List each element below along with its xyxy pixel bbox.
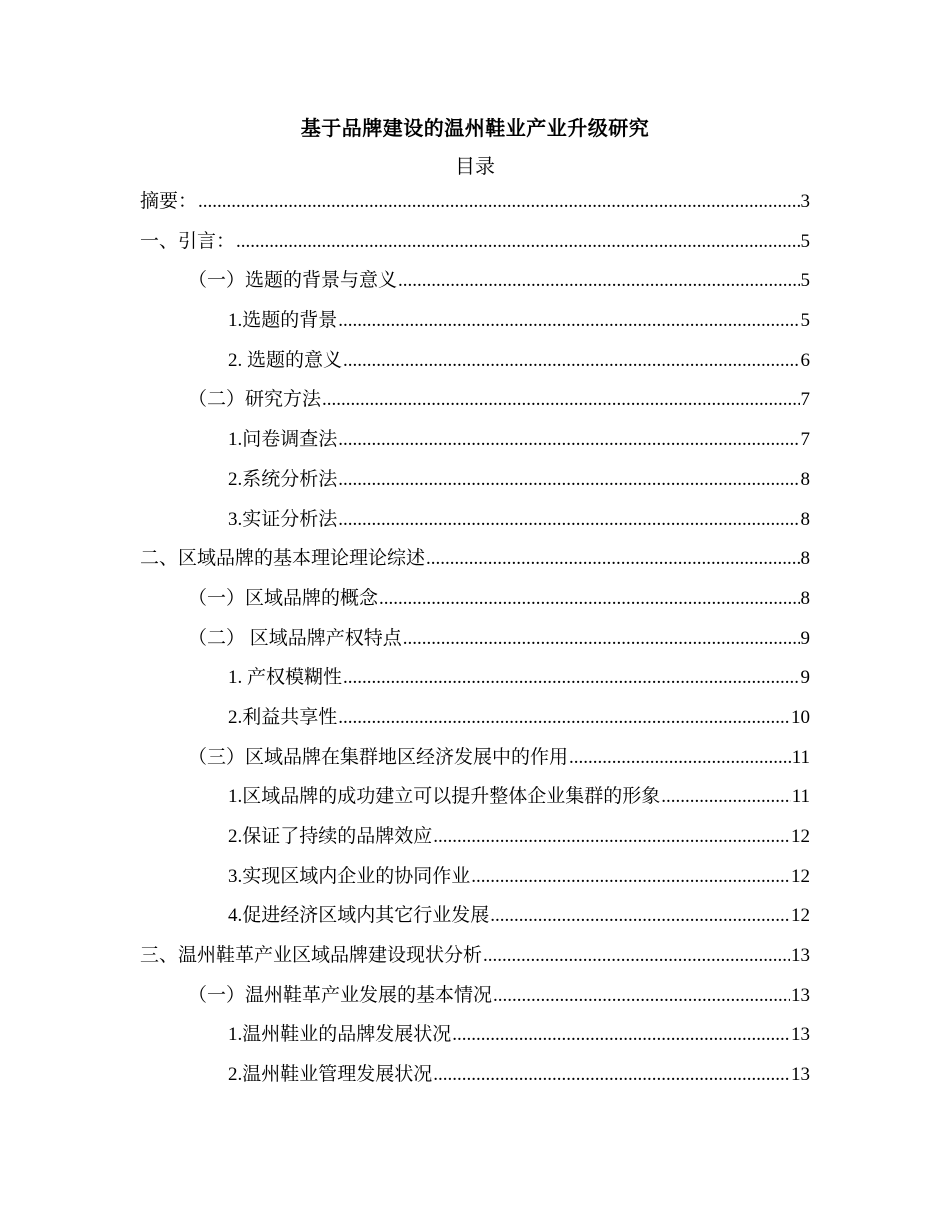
toc-entry[interactable] <box>140 182 810 222</box>
toc-entry[interactable] <box>140 857 810 897</box>
toc-entry[interactable] <box>140 698 810 738</box>
toc-page-number: 5 <box>800 310 810 332</box>
toc-dot-leader <box>338 420 799 460</box>
toc-entry-label: （二）研究方法 <box>188 389 322 411</box>
toc-dot-leader <box>661 777 790 817</box>
toc-dot-leader <box>483 936 790 976</box>
toc-dot-leader <box>433 817 790 857</box>
toc-page-number: 12 <box>791 905 810 927</box>
toc-entry[interactable] <box>140 460 810 500</box>
toc-dot-leader <box>322 380 799 420</box>
toc-entry[interactable] <box>140 619 810 659</box>
toc-page-number: 7 <box>800 389 810 411</box>
toc-page-number: 13 <box>791 1024 810 1046</box>
toc-entry[interactable] <box>140 658 810 698</box>
toc-page-number: 7 <box>800 429 810 451</box>
toc-entry-label: 3.实现区域内企业的协同作业 <box>228 865 471 887</box>
toc-entry-label: 4.促进经济区域内其它行业发展 <box>228 905 490 927</box>
toc-entry[interactable] <box>140 896 810 936</box>
toc-entry[interactable] <box>140 420 810 460</box>
toc-entry-label: 2.温州鞋业管理发展状况 <box>228 1064 433 1086</box>
table-of-contents <box>140 182 810 1095</box>
toc-page-number: 13 <box>791 1064 810 1086</box>
toc-dot-leader <box>403 619 800 659</box>
toc-page-number: 8 <box>800 508 810 530</box>
toc-dot-leader <box>452 1015 790 1055</box>
toc-dot-leader <box>338 301 799 341</box>
toc-entry-label: （三）区域品牌在集群地区经济发展中的作用 <box>188 746 569 768</box>
toc-entry[interactable] <box>140 301 810 341</box>
toc-entry[interactable] <box>140 380 810 420</box>
toc-entry[interactable] <box>140 579 810 619</box>
toc-page-number: 11 <box>791 786 810 808</box>
toc-page-number: 5 <box>800 270 810 292</box>
toc-entry-label: 二、区域品牌的基本理论理论综述 <box>140 548 426 570</box>
toc-entry-label: 三、温州鞋革产业区域品牌建设现状分析 <box>140 945 483 967</box>
toc-dot-leader <box>343 658 799 698</box>
toc-entry-label: 一、引言： <box>140 230 236 252</box>
toc-page-number: 12 <box>791 865 810 887</box>
toc-page-number: 8 <box>800 468 810 490</box>
toc-dot-leader <box>398 261 799 301</box>
toc-entry[interactable] <box>140 936 810 976</box>
toc-page-number: 6 <box>800 349 810 371</box>
toc-entry-label: 1.问卷调查法 <box>228 429 338 451</box>
toc-page-number: 13 <box>791 984 810 1006</box>
toc-dot-leader <box>338 698 790 738</box>
toc-dot-leader <box>379 579 799 619</box>
toc-entry-label: （二） 区域品牌产权特点 <box>188 627 402 649</box>
toc-page-number: 12 <box>791 826 810 847</box>
toc-entry[interactable] <box>140 341 810 381</box>
toc-dot-leader <box>569 738 791 778</box>
toc-page-number: 8 <box>800 548 810 570</box>
toc-entry[interactable] <box>140 976 810 1016</box>
toc-entry[interactable] <box>140 500 810 540</box>
toc-dot-leader <box>433 1055 790 1095</box>
toc-dot-leader <box>426 539 799 579</box>
toc-page-number: 5 <box>800 230 810 252</box>
toc-entry-label: 1.温州鞋业的品牌发展状况 <box>228 1024 452 1046</box>
toc-entry[interactable] <box>140 1015 810 1055</box>
toc-entry-label: 摘要： <box>140 191 198 212</box>
toc-entry-label: 3.实证分析法 <box>228 508 338 530</box>
toc-dot-leader <box>236 222 799 262</box>
toc-entry[interactable] <box>140 1055 810 1095</box>
toc-dot-leader <box>338 460 799 500</box>
toc-entry-label: 2.系统分析法 <box>228 468 338 490</box>
toc-page-number: 11 <box>791 746 810 768</box>
toc-entry[interactable] <box>140 738 810 778</box>
toc-page-number: 10 <box>791 706 810 728</box>
document-title: 基于品牌建设的温州鞋业产业升级研究 <box>300 118 650 140</box>
toc-page-number: 13 <box>791 945 810 967</box>
toc-dot-leader <box>338 500 799 540</box>
toc-page-number: 8 <box>800 587 810 609</box>
toc-entry-label: 2.保证了持续的品牌效应 <box>228 826 433 847</box>
toc-entry[interactable] <box>140 539 810 579</box>
toc-entry-label: （一）选题的背景与意义 <box>188 270 398 292</box>
toc-page-number: 9 <box>800 627 810 649</box>
toc-entry-label: （一）温州鞋革产业发展的基本情况 <box>188 984 493 1006</box>
toc-page-number: 3 <box>800 191 810 212</box>
toc-page-number: 9 <box>800 667 810 689</box>
toc-dot-leader <box>471 857 790 897</box>
toc-entry-label: 2.利益共享性 <box>228 706 338 728</box>
toc-entry-label: 1.区域品牌的成功建立可以提升整体企业集群的形象 <box>228 786 661 808</box>
toc-entry[interactable] <box>140 222 810 262</box>
toc-heading: 目录 <box>455 156 495 178</box>
toc-entry[interactable] <box>140 261 810 301</box>
toc-entry-label: 1. 产权模糊性 <box>228 667 343 689</box>
toc-entry[interactable] <box>140 817 810 857</box>
toc-dot-leader <box>198 182 799 222</box>
toc-entry[interactable] <box>140 777 810 817</box>
toc-entry-label: 2. 选题的意义 <box>228 349 343 371</box>
toc-dot-leader <box>493 976 790 1016</box>
toc-dot-leader <box>490 896 790 936</box>
toc-dot-leader <box>343 341 799 381</box>
toc-entry-label: （一）区域品牌的概念 <box>188 587 379 609</box>
toc-entry-label: 1.选题的背景 <box>228 310 338 332</box>
